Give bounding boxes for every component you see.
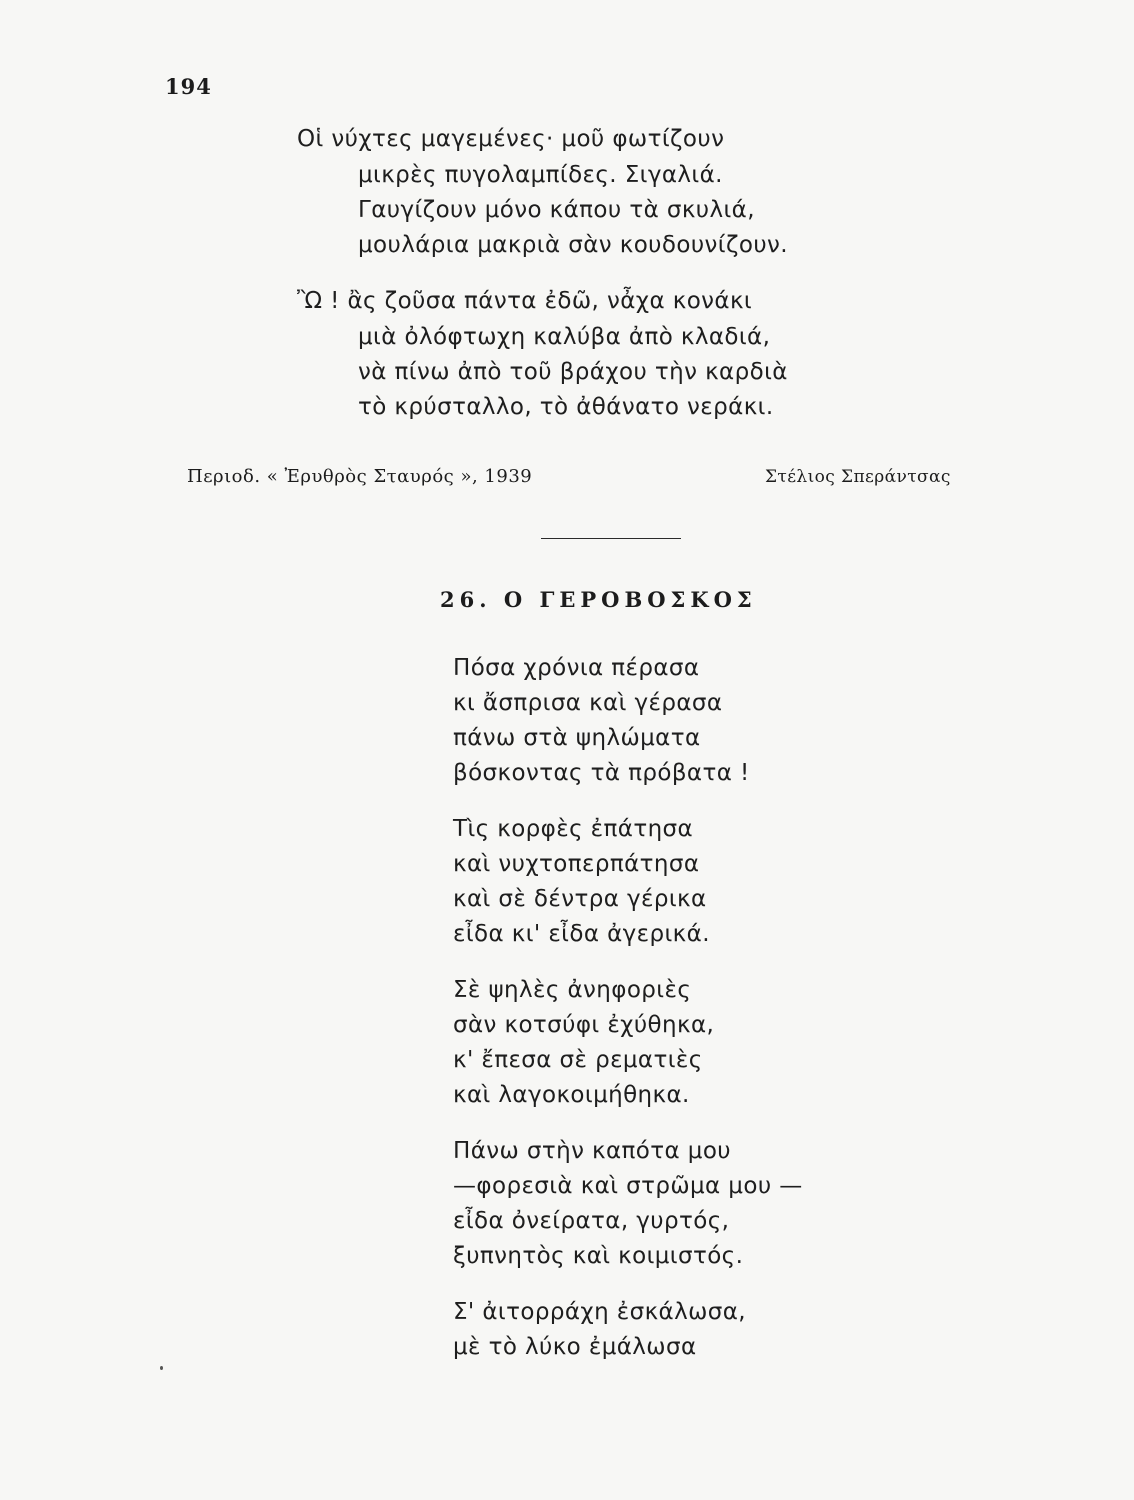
poem-line: Οἱ νύχτες μαγεμένες· μοῦ φωτίζουν xyxy=(297,126,725,152)
poem-line: μὲ τὸ λύκο ἐμάλωσα xyxy=(453,1334,697,1360)
poem-line: καὶ νυχτοπερπάτησα xyxy=(453,851,700,877)
poem-line: πάνω στὰ ψηλώματα xyxy=(453,725,701,751)
paper-speck xyxy=(160,1366,163,1370)
poem-line: Ὢ ! ἂς ζοῦσα πάντα ἐδῶ, νἆχα κονάκι xyxy=(297,288,753,314)
poem-line: εἶδα ὀνείρατα, γυρτός, xyxy=(453,1208,730,1234)
poem-line: Πόσα χρόνια πέρασα xyxy=(453,655,700,681)
poem-line: εἶδα κι' εἶδα ἀγερικά. xyxy=(453,921,710,947)
poem-line: τὸ κρύσταλλο, τὸ ἀθάνατο νεράκι. xyxy=(358,394,774,420)
poem-line: κι ἄσπρισα καὶ γέρασα xyxy=(453,690,723,716)
poem-line: Σὲ ψηλὲς ἀνηφοριὲς xyxy=(453,977,692,1003)
poem-2-title: 26. Ο ΓΕΡΟΒΟΣΚΟΣ xyxy=(440,587,757,612)
poem-1-source: Περιοδ. « Ἐρυθρὸς Σταυρός », 1939 xyxy=(187,466,533,487)
poem-line: Πάνω στὴν καπότα μου xyxy=(453,1138,732,1164)
poem-line: βόσκοντας τὰ πρόβατα ! xyxy=(453,760,750,786)
poem-line: κ' ἔπεσα σὲ ρεματιὲς xyxy=(453,1047,703,1073)
poem-line: Σ' ἀιτορράχη ἐσκάλωσα, xyxy=(453,1299,747,1325)
poem-line: σὰν κοτσύφι ἐχύθηκα, xyxy=(453,1012,715,1038)
poem-line: Γαυγίζουν μόνο κάπου τὰ σκυλιά, xyxy=(358,197,755,223)
section-divider xyxy=(541,538,681,539)
poem-1-author: Στέλιος Σπεράντσας xyxy=(765,467,951,487)
poem-line: —φορεσιὰ καὶ στρῶμα μου — xyxy=(453,1173,803,1199)
poem-line: καὶ λαγοκοιμήθηκα. xyxy=(453,1082,690,1108)
poem-line: Τὶς κορφὲς ἐπάτησα xyxy=(453,816,694,842)
poem-line: μουλάρια μακριὰ σὰν κουδουνίζουν. xyxy=(358,232,789,258)
poem-line: καὶ σὲ δέντρα γέρικα xyxy=(453,886,707,912)
page-number: 194 xyxy=(165,74,212,99)
poem-line: μιὰ ὀλόφτωχη καλύβα ἀπὸ κλαδιά, xyxy=(358,324,771,350)
poem-line: ξυπνητὸς καὶ κοιμιστός. xyxy=(453,1243,744,1269)
poem-line: μικρὲς πυγολαμπίδες. Σιγαλιά. xyxy=(358,162,723,188)
poem-line: νὰ πίνω ἀπὸ τοῦ βράχου τὴν καρδιὰ xyxy=(358,359,788,385)
